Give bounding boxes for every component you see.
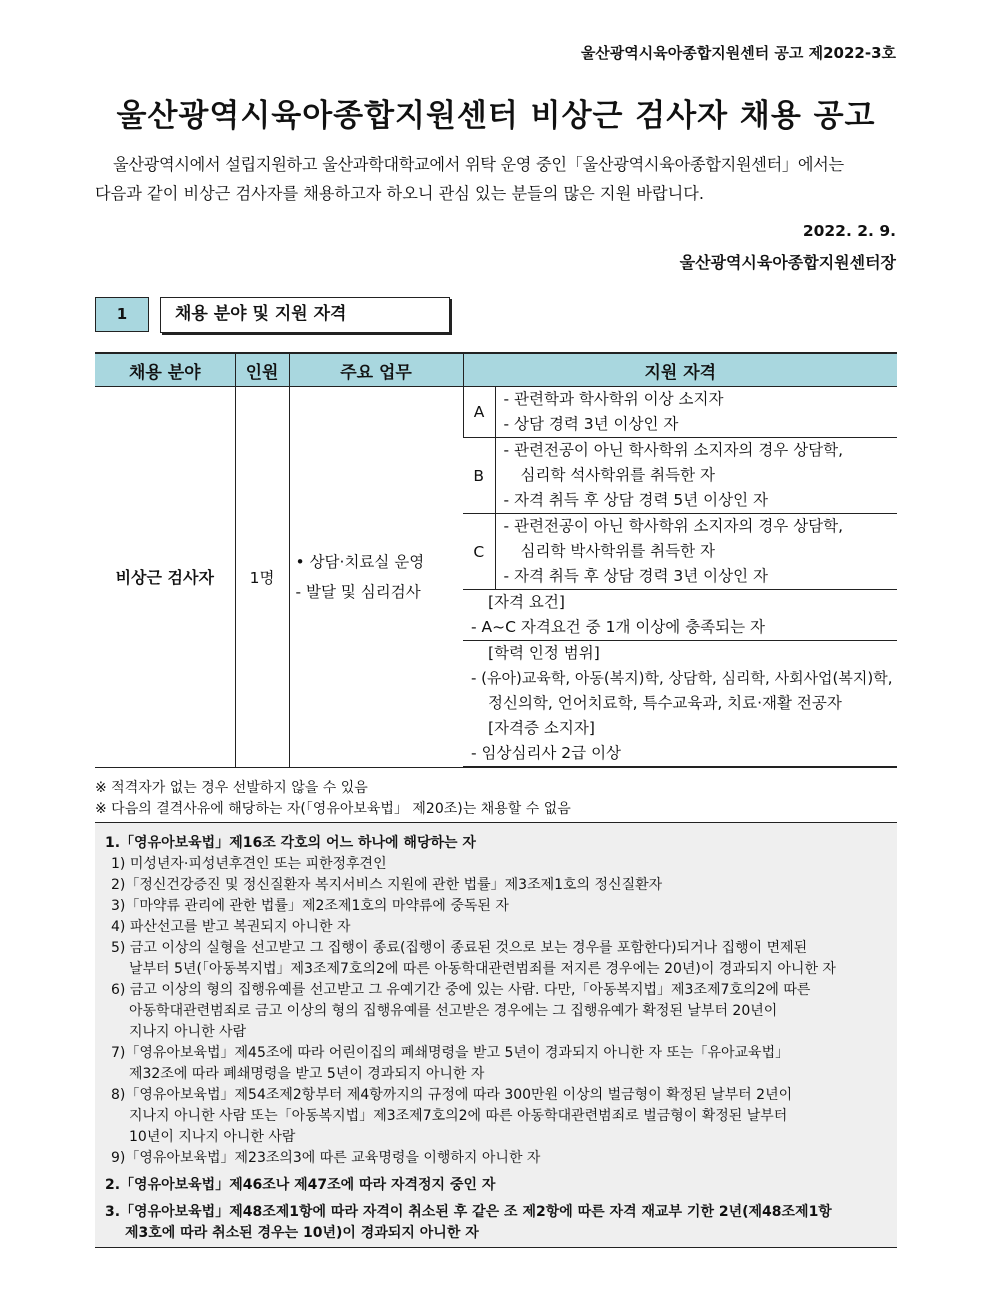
intro-paragraph — [95, 150, 897, 208]
intro-line-2: 다음과 같이 비상근 검사자를 채용하고자 하오니 관심 있는 분들의 많은 지원 바랍니다. — [95, 184, 705, 203]
notice-number: 울산광역시육아종합지원센터 공고 제2022-3호 — [580, 44, 896, 62]
requirement-text: - A~C 자격요건 중 1개 이상에 충족되는 자 — [471, 618, 765, 636]
note-line: ※ 다음의 결격사유에 해당하는 자(「영유아보육법」 제20조)는 채용할 수 없음 — [95, 801, 571, 817]
grade-a-qualifications — [495, 387, 897, 438]
list-item: 8)「영유아보육법」제54조제2항부터 제4항까지의 규정에 따라 300만원 이상의 벌금형이 확정된 날부터 2년이 — [111, 1087, 793, 1103]
header-qualifications: 지원 자격 — [463, 353, 897, 387]
requirement-heading: [자격 요건] — [488, 593, 565, 611]
disqualification-heading: 2.「영유아보육법」제46조나 제47조에 따라 자격정지 중인 자 — [105, 1177, 496, 1193]
list-item: 1) 미성년자·피성년후견인 또는 피한정후견인 — [111, 856, 387, 872]
list-item-continued: 제32조에 따라 폐쇄명령을 받고 5년이 경과되지 아니한 자 — [129, 1066, 485, 1082]
grade-label: A — [463, 387, 495, 438]
list-item-continued: 지나지 아니한 사람 — [129, 1024, 247, 1040]
section-number: 1 — [95, 297, 149, 332]
list-item: 2)「정신건강증진 및 정신질환자 복지서비스 지원에 관한 법률」제3조제1호의 정신질환자 — [111, 877, 663, 893]
list-item-continued: 10년이 지나지 아니한 사람 — [129, 1129, 296, 1145]
grade-c-qualifications — [495, 514, 897, 590]
recruitment-table — [95, 352, 897, 768]
list-item: 4) 파산선고를 받고 복권되지 아니한 자 — [111, 919, 351, 935]
duty-item: • 상담·치료실 운영 — [295, 552, 425, 571]
qual-line: - 관련학과 학사학위 이상 소지자 — [503, 390, 724, 408]
list-item: 9)「영유아보육법」제23조의3에 따른 교육명령을 이행하지 아니한 자 — [111, 1150, 541, 1166]
duty-item: - 발달 및 심리검사 — [295, 582, 421, 601]
field-cell: 비상근 검사자 — [95, 387, 235, 768]
list-item: 3)「마약류 관리에 관한 법률」제2조제1호의 마약류에 중독된 자 — [111, 898, 509, 914]
license-text: - 임상심리사 2급 이상 — [471, 744, 622, 762]
list-item: 6) 금고 이상의 형의 집행유예를 선고받고 그 유예기간 중에 있는 사람. 다만,「아동복지법」제3조제7호의2에 따른 — [111, 982, 811, 998]
qual-line: - 자격 취득 후 상담 경력 3년 이상인 자 — [503, 567, 768, 585]
education-cell — [463, 641, 897, 768]
section-title: 채용 분야 및 지원 자격 — [160, 297, 450, 333]
list-item-continued: 지나지 아니한 사람 또는「아동복지법」제3조제7호의2에 따른 아동학대관련범죄로 벌금형이 확정된 날부터 — [129, 1108, 788, 1124]
grade-label: B — [463, 438, 495, 514]
list-item-continued: 아동학대관련범죄로 금고 이상의 형의 집행유예를 선고받은 경우에는 그 집행유예가 확정된 날부터 20년이 — [129, 1003, 778, 1019]
disqualification-heading: 3.「영유아보육법」제48조제1항에 따라 자격이 취소된 후 같은 조 제2항에 따른 자격 재교부 기한 2년(제48조제1항 — [105, 1204, 832, 1220]
table-row — [95, 387, 897, 438]
qual-line: - 자격 취득 후 상담 경력 5년 이상인 자 — [503, 491, 768, 509]
disqualification-heading: 1.「영유아보육법」제16조 각호의 어느 하나에 해당하는 자 — [105, 835, 476, 851]
intro-line-1: 울산광역시에서 설립지원하고 울산과학대학교에서 위탁 운영 중인「울산광역시육아종합지원센터」에서는 — [113, 155, 844, 174]
table-header-row — [95, 353, 897, 387]
qual-line: 심리학 석사학위를 취득한 자 — [520, 466, 715, 484]
requirement-cell — [463, 590, 897, 641]
list-item: 5) 금고 이상의 실형을 선고받고 그 집행이 종료(집행이 종료된 것으로 보는 경우를 포함한다)되거나 집행이 면제된 — [111, 940, 808, 956]
qual-line: - 관련전공이 아닌 학사학위 소지자의 경우 상담학, — [503, 517, 844, 535]
grade-label: C — [463, 514, 495, 590]
education-heading: [학력 인정 범위] — [488, 644, 600, 662]
header-count: 인원 — [235, 353, 289, 387]
qual-line: - 상담 경력 3년 이상인 자 — [503, 415, 679, 433]
list-item: 7)「영유아보육법」제45조에 따라 어린이집의 폐쇄명령을 받고 5년이 경과되지 아니한 자 또는「유아교육법」 — [111, 1045, 790, 1061]
qual-line: 심리학 박사학위를 취득한 자 — [520, 542, 715, 560]
announcement-date: 2022. 2. 9. — [802, 222, 896, 240]
count-cell: 1명 — [235, 387, 289, 768]
qual-line: - 관련전공이 아닌 학사학위 소지자의 경우 상담학, — [503, 441, 844, 459]
license-heading: [자격증 소지자] — [488, 719, 595, 737]
education-line: - (유아)교육학, 아동(복지)학, 상담학, 심리학, 사회사업(복지)학, — [471, 669, 893, 687]
notes — [95, 778, 571, 820]
header-duties: 주요 업무 — [289, 353, 463, 387]
header-field: 채용 분야 — [95, 353, 235, 387]
page-title: 울산광역시육아종합지원센터 비상근 검사자 채용 공고 — [116, 98, 876, 134]
note-line: ※ 적격자가 없는 경우 선발하지 않을 수 있음 — [95, 780, 368, 796]
disqualification-box — [95, 822, 897, 1248]
education-line: 정신의학, 언어치료학, 특수교육과, 치료·재활 전공자 — [488, 694, 842, 712]
list-item-continued: 날부터 5년(「아동복지법」제3조제7호의2에 따른 아동학대관련범죄를 저지른 경우에는 20년)이 경과되지 아니한 자 — [129, 961, 836, 977]
disqualification-heading-continued: 제3호에 따라 취소된 경우는 10년)이 경과되지 아니한 자 — [125, 1225, 479, 1241]
grade-b-qualifications — [495, 438, 897, 514]
duties-cell — [289, 387, 463, 768]
organization-signature: 울산광역시육아종합지원센터장 — [679, 253, 896, 272]
